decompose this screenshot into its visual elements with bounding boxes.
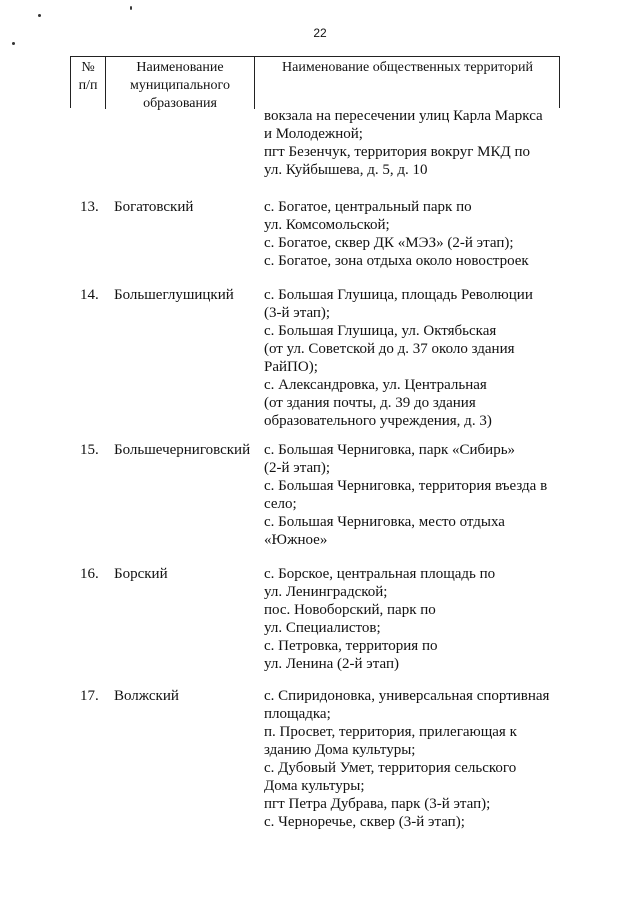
continuation-territories (264, 107, 564, 179)
territory-line: с. Большая Глушица, площадь Революции (264, 287, 533, 303)
territory-line: (3-й этап); (264, 305, 331, 321)
territory-line: с. Дубовый Умет, территория сельского (264, 760, 517, 776)
row-number: 16. (80, 566, 99, 582)
territory-line: (2-й этап); (264, 460, 331, 476)
header-col-number: № п/п (71, 57, 106, 109)
header-col-territories: Наименование общественных территорий (282, 60, 533, 75)
territory-line: с. Богатое, центральный парк по (264, 199, 472, 215)
territory-line: ул. Куйбышева, д. 5, д. 10 (264, 162, 428, 178)
territory-line: (от здания почты, д. 39 до здания (264, 395, 476, 411)
territory-line: ул. Комсомольской; (264, 217, 390, 233)
territory-line: с. Большая Глушица, ул. Октябьская (264, 323, 497, 339)
row-number: 17. (80, 688, 99, 704)
territory-line: «Южное» (264, 532, 328, 548)
row-territories (264, 286, 569, 430)
row-territories (264, 687, 569, 831)
territory-line: ул. Ленинградской; (264, 584, 388, 600)
row-municipality: Борский (114, 566, 168, 582)
territory-line: с. Большая Черниговка, парк «Сибирь» (264, 442, 516, 458)
table-header (70, 56, 560, 111)
territory-line: с. Петровка, территория по (264, 638, 438, 654)
header-col-municipality: Наименование муниципального образования (106, 57, 255, 109)
scan-speck (130, 6, 132, 10)
territory-line: (от ул. Советской до д. 37 около здания (264, 341, 515, 357)
territory-line: с. Спиридоновка, универсальная спортивная (264, 688, 550, 704)
page-number: 22 (313, 26, 327, 40)
territory-line: с. Большая Черниговка, место отдыха (264, 514, 505, 530)
territory-line: образовательного учреждения, д. 3) (264, 413, 492, 429)
row-territories (264, 198, 569, 270)
territory-line: с. Большая Черниговка, территория въезда в (264, 478, 548, 494)
territory-line: пгт Петра Дубрава, парк (3-й этап); (264, 796, 491, 812)
territory-line: с. Богатое, зона отдыха около новостроек (264, 253, 529, 269)
territory-line: площадка; (264, 706, 331, 722)
territory-line: с. Богатое, сквер ДК «МЭЗ» (2-й этап); (264, 235, 514, 251)
row-number: 14. (80, 287, 99, 303)
territory-line: вокзала на пересечении улиц Карла Маркса (264, 108, 543, 124)
scan-speck (38, 14, 41, 17)
territory-line: пгт Безенчук, территория вокруг МКД по (264, 144, 530, 160)
territory-line: п. Просвет, территория, прилегающая к (264, 724, 517, 740)
row-municipality: Большеглушицкий (114, 287, 234, 303)
row-territories (264, 565, 569, 673)
territory-line: зданию Дома культуры; (264, 742, 416, 758)
territory-line: ул. Специалистов; (264, 620, 381, 636)
scan-speck (12, 42, 15, 45)
row-municipality: Богатовский (114, 199, 194, 215)
territory-line: с. Черноречье, сквер (3-й этап); (264, 814, 465, 830)
row-municipality: Волжский (114, 688, 179, 704)
territory-line: с. Борское, центральная площадь по (264, 566, 496, 582)
territory-line: и Молодежной; (264, 126, 363, 142)
territory-line: пос. Новоборский, парк по (264, 602, 436, 618)
row-municipality: Большечерниговский (114, 442, 251, 458)
territory-line: ул. Ленина (2-й этап) (264, 656, 399, 672)
territory-line: с. Александровка, ул. Центральная (264, 377, 487, 393)
territory-line: РайПО); (264, 359, 318, 375)
row-number: 13. (80, 199, 99, 215)
territory-line: село; (264, 496, 297, 512)
row-territories (264, 441, 569, 549)
territory-line: Дома культуры; (264, 778, 365, 794)
row-number: 15. (80, 442, 99, 458)
